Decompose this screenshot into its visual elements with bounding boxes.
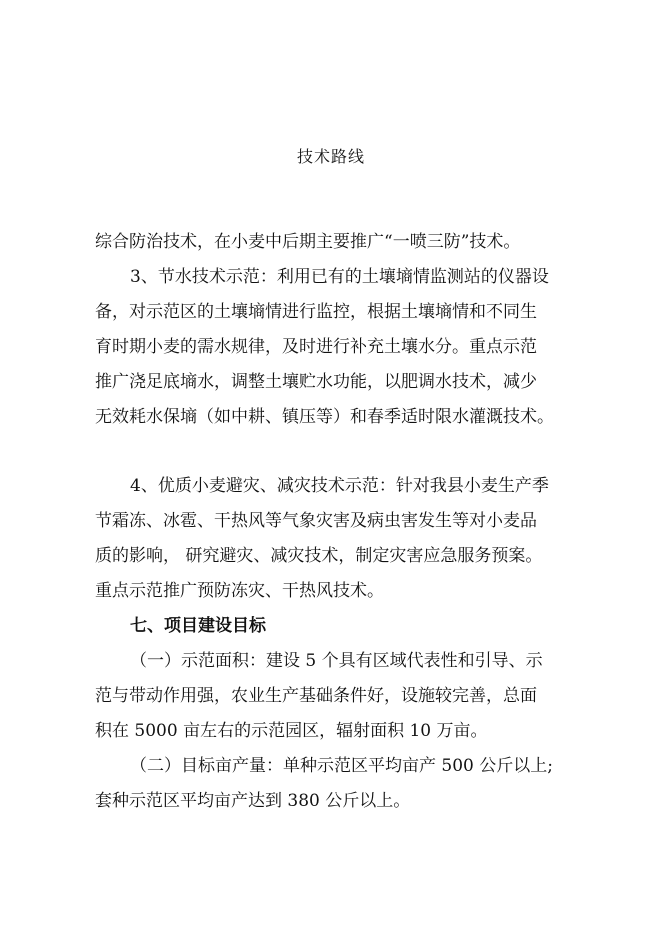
section-heading: 七、项目建设目标 <box>130 616 266 636</box>
paragraph-line: 质的影响， 研究避灾、减灾技术，制定灾害应急服务预案。 <box>95 546 543 566</box>
paragraph-line: 推广浇足底墒水，调整土壤贮水功能，以肥调水技术，减少 <box>95 372 537 392</box>
paragraph-line: （二）目标亩产量：单种示范区平均亩产 500 公斤以上; <box>130 756 553 776</box>
page-header: 技术路线 <box>296 147 365 166</box>
paragraph-line: 育时期小麦的需水规律，及时进行补充土壤水分。重点示范 <box>95 337 537 357</box>
paragraph-line: 范与带动作用强，农业生产基础条件好，设施较完善，总面 <box>95 686 537 706</box>
paragraph-line: 积在 5000 亩左右的示范园区，辐射面积 10 万亩。 <box>95 721 488 741</box>
paragraph-line: 4、优质小麦避灾、减灾技术示范：针对我县小麦生产季 <box>130 476 549 496</box>
paragraph-line: 无效耗水保墒（如中耕、镇压等）和春季适时限水灌溉技术。 <box>95 407 554 427</box>
paragraph-line: 节霜冻、冰雹、干热风等气象灾害及病虫害发生等对小麦品 <box>95 511 537 531</box>
paragraph-line: 套种示范区平均亩产达到 380 公斤以上。 <box>95 791 411 811</box>
paragraph-line: 3、节水技术示范：利用已有的土壤墒情监测站的仪器设 <box>130 267 549 287</box>
paragraph-line: 综合防治技术，在小麦中后期主要推广“一喷三防”技术。 <box>95 232 521 252</box>
paragraph-line: 备，对示范区的土壤墒情进行监控，根据土壤墒情和不同生 <box>95 302 537 322</box>
paragraph-line: （一）示范面积：建设 5 个具有区域代表性和引导、示 <box>130 651 543 671</box>
paragraph-line: 重点示范推广预防冻灾、干热风技术。 <box>95 581 384 601</box>
